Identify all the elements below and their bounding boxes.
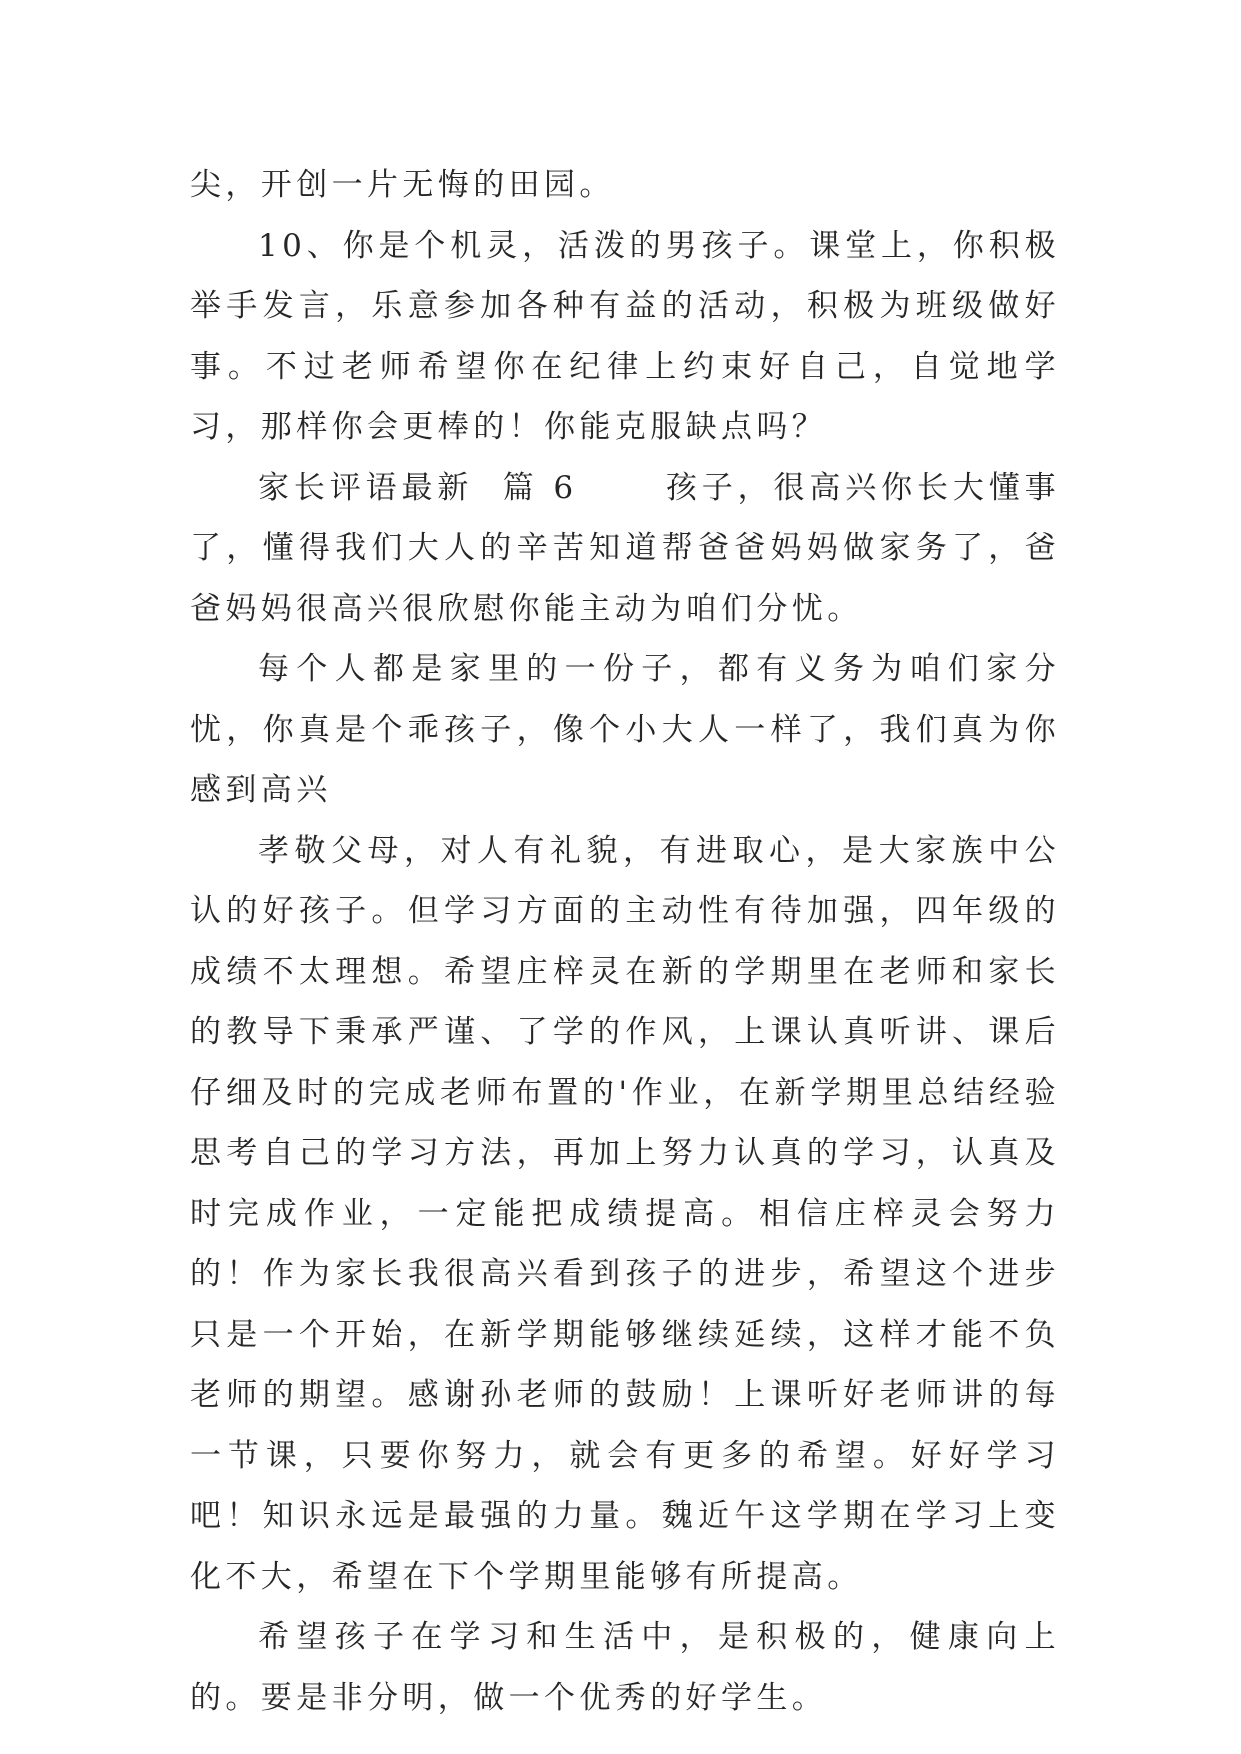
- paragraph-filial: [190, 821, 1060, 1608]
- section-heading: 家长评语最新 篇 6: [258, 469, 666, 506]
- paragraph-text: 尖，开创一片无悔的田园。: [190, 167, 615, 203]
- document-body: [190, 155, 1060, 1728]
- paragraph-hope: [190, 1607, 1060, 1728]
- paragraph-text: 10、你是个机灵，活泼的男孩子。课堂上，你积极举手发言，乐意参加各种有益的活动，积极为班级做好事。不过老师希望你在纪律上约束好自己，自觉地学习，那样你会更棒的！你能克服缺点吗？: [190, 227, 1060, 445]
- paragraph-section-6: [190, 458, 1060, 640]
- paragraph-comment-10: [190, 216, 1060, 458]
- paragraph-continuation: [190, 155, 1060, 216]
- paragraph-text: 每个人都是家里的一份子，都有义务为咱们家分忧，你真是个乖孩子，像个小大人一样了，我们真为你感到高兴: [190, 651, 1060, 808]
- paragraph-text: 希望孩子在学习和生活中，是积极的，健康向上的。要是非分明，做一个优秀的好学生。: [190, 1619, 1060, 1716]
- paragraph-text: 孩子，很高兴你长大懂事了，懂得我们大人的辛苦知道帮爸爸妈妈做家务了，爸爸妈妈很高兴很欣慰你能主动为咱们分忧。: [190, 469, 1060, 627]
- paragraph-family-member: [190, 639, 1060, 821]
- paragraph-text: 孝敬父母，对人有礼貌，有进取心，是大家族中公认的好孩子。但学习方面的主动性有待加强，四年级的成绩不太理想。希望庄梓灵在新的学期里在老师和家长的教导下秉承严谨、了学的作风，上课认真听讲、课后仔细及时的完成老师布置的'作业，在新学期里总结经验思考自己的学习方法，再加上努力认真的学习，认真及时完成作业，一定能把成绩提高。相信庄梓灵会努力的！作为家长我很高兴看到孩子的进步，希望这个进步只是一个开始，在新学期能够继续延续，这样才能不负老师的期望。感谢孙老师的鼓励！上课听好老师讲的每一节课，只要你努力，就会有更多的希望。好好学习吧！知识永远是最强的力量。魏近午这学期在学习上变化不大，希望在下个学期里能够有所提高。: [190, 832, 1060, 1595]
